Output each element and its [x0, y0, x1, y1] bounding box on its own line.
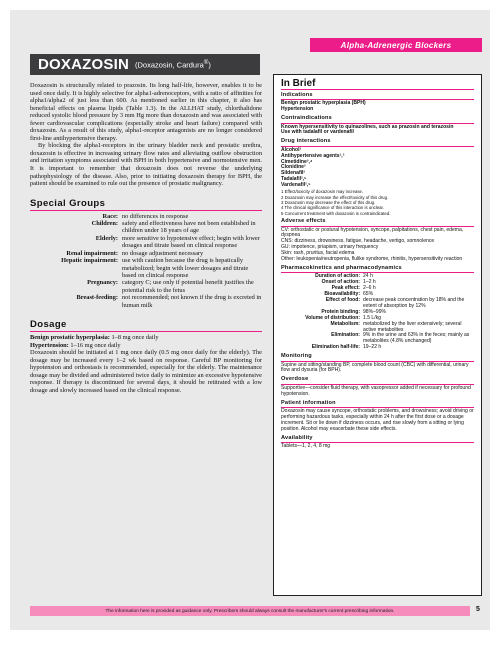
adverse-item: Skin: rash, pruritus, facial edema [281, 250, 355, 257]
section-banner: Alpha-Adrenergic Blockers [310, 38, 482, 52]
interaction-item: Antihypertensive agents¹,² [281, 152, 345, 159]
dosage-bph: Benign prostatic hyperplasia: 1–8 mg once daily [30, 333, 159, 341]
availability-text: Tablets—1, 2, 4, 8 mg [281, 443, 331, 450]
footer-disclaimer: The information here is provided as guidance only. Prescribers should always consult the manufacturer's current prescribing information. [30, 606, 470, 616]
drug-title: DOXAZOSIN [38, 56, 129, 73]
indication-item: Benign prostatic hyperplasia (BPH) [281, 100, 366, 107]
overdose-heading: Overdose [281, 377, 474, 384]
special-group-row: Renal impairment: no dosage adjustment necessary [66, 249, 204, 257]
pk-row: Onset of action: 1–2 h [321, 279, 376, 286]
availability-heading: Availability [281, 436, 474, 443]
pk-row: Effect of food: decrease peak concentration by 18% and the extent of absorption by 12% [325, 297, 465, 309]
interaction-item: Vardenafil²,⁵ [281, 182, 311, 189]
interaction-item: Clonidine² [281, 164, 306, 171]
interaction-item: Alcohol¹ [281, 146, 302, 153]
pk-row: Metabolism: metabolized by the liver extensively; several active metabolites [330, 320, 462, 333]
main-column [30, 82, 262, 394]
intro-paragraph-1: Doxazosin is structurally related to prazosin. Its long half-life, however, enables it to be used once daily. It is highly selective for alpha1-adrenoceptors, with a ratio of affinities for alpha1/alpha2 of just less than 600. As mentioned earlier in this chapter, it also has beneficial effects on plasma lipids (Table 1.3). In the ALLHAT study, chlorthalidone reduced systolic blood pressure by 3 mm Hg more than doxazosin and was associated with fewer cardiovascular complications (especially stroke and heart failure) compared with doxazosin. As a result of this study, alpha1-receptor antagonists are no longer considered first-line antihypertensive therapy. [30, 82, 262, 142]
document-page [10, 10, 490, 630]
interaction-note: 4 The clinical significance of this interaction is unclear. [281, 205, 384, 211]
dosage-heading: Dosage [30, 319, 262, 332]
indication-item: Hypertension [281, 106, 314, 113]
pk-row: Duration of action: 24 h [315, 273, 373, 280]
adverse-item: Other: leukopenia/neutropenia, flulike syndrome, rhinitis, hypersensitivity reaction [281, 256, 463, 263]
monitoring-text: Supine and sitting/standing BP, complete blood count (CBC) with differential, urinary flow and dysuria (for BPH). [281, 361, 469, 374]
contraindication-item: Use with tadalafil or vardenafil [281, 129, 354, 136]
monitoring-heading: Monitoring [281, 354, 474, 361]
special-group-row: Race: no differences in response [102, 212, 189, 220]
pk-row: Peak effect: 2–6 h [331, 285, 376, 292]
special-groups-heading: Special Groups [30, 198, 262, 211]
special-groups-list [30, 213, 262, 309]
interaction-item: Sildenafil² [281, 170, 306, 177]
dosage-hypertension: Hypertension: 1–16 mg once daily [30, 341, 121, 349]
pk-row: Elimination half-life: 19–22 h [311, 344, 382, 351]
patient-info-text: Doxazosin may cause syncope, orthostatic problems, and drowsiness; avoid driving or performing hazardous tasks, especially within 24 h after the first dose or a dosage increment. Sit or lie down if dizziness occurs, and rise slowly from a sitting or lying position. Alcohol may exacerbate these side effects. [281, 408, 474, 432]
pk-row: Volume of distribution: 1.5 L/kg [305, 314, 381, 321]
pk-row: Elimination: 9% in the urine and 63% in the feces; mainly as metabolites (4.8% unchanged) [331, 332, 470, 345]
contraindication-item: Known hypersensitivity to quinazolines, such as prazosin and terazosin [281, 123, 454, 130]
interaction-note: 5 Concurrent treatment with doxazosin is contraindicated. [281, 210, 391, 216]
pk-row: Bioavailability: 65% [324, 291, 374, 298]
patient-info-heading: Patient information [281, 401, 474, 408]
drug-title-bar [30, 54, 260, 75]
interaction-item: Cimetidine³,⁴ [281, 158, 313, 165]
indications-heading: Indications [281, 93, 474, 100]
overdose-text: Supportive—consider fluid therapy, with vasopressor added if necessary for profound hypotension. [281, 384, 471, 397]
interactions-heading: Drug interactions [281, 139, 474, 146]
pk-row: Protein binding: 98%–99% [321, 308, 387, 315]
intro-text [30, 82, 262, 188]
pk-heading: Pharmacokinetics and pharmacodynamics [281, 266, 474, 273]
in-brief-box [273, 74, 482, 596]
contraindications-heading: Contraindications [281, 116, 474, 123]
interaction-note: 2 Doxazosin may increase the effect/toxicity of this drug. [281, 194, 389, 200]
adverse-item: CV: orthostatic or postural hypotension, syncope, palpitations, chest pain, edema, dyspnea [281, 226, 464, 239]
interaction-note: 3 Doxazosin may decrease the effect of this drug. [281, 199, 376, 205]
drug-brands: (Doxazosin, Cardura®) [134, 59, 211, 70]
special-group-row: Hepatic impairment: use with caution because the drug is hepatically metabolized; begin with lower dosages and titrate based on clinical response [61, 257, 249, 279]
special-group-row: Pregnancy: category C; use only if potential benefit justifies the potential risk to the fetus [87, 279, 254, 294]
interaction-item: Tadalafil²,⁵ [281, 176, 307, 183]
special-group-row: Elderly: more sensitive to hypotensive effect; begin with lower dosages and titrate based on clinical response [95, 234, 260, 250]
intro-paragraph-2: By blocking the alpha1-receptors in the urinary bladder neck and prostatic urethra, doxazosin is effective in increasing urinary flow rates and alleviating outflow obstruction and irritation symptoms associated with BPH in both hypertensive and normotensive men. It is important to remember that doxazosin does not reverse the underlying pathophysiology of the disease. Also, prior to initiating doxazosin therapy for BPH, the patient should be examined to rule out the presence of prostatic malignancy. [30, 142, 262, 188]
dosage-text: Doxazosin should be initiated at 1 mg once daily (0.5 mg once daily for the elderly). The dosage may be increased every 1–2 wk based on response. Careful BP monitoring for hypotension and orthostasis is recommended, especially for the elderly. The maintenance dosage may be divided and administered twice daily to minimize an excessive hypotensive response. If therapy is discontinued for several days, it should be retitrated with a low dosage and slowly increased based on the clinical response. [30, 349, 262, 394]
special-group-row: Children: safety and effectiveness have not been established in children under 18 years of age [91, 220, 256, 235]
adverse-item: GU: impotence, priapism, urinary frequency [281, 244, 379, 251]
adverse-heading: Adverse effects [281, 219, 474, 226]
adverse-item: CNS: dizziness, drowsiness, fatigue, headache, vertigo, somnolence [281, 238, 435, 245]
in-brief-title: In Brief [281, 81, 474, 90]
special-group-row: Breast-feeding: not recommended; not known if the drug is excreted in human milk [76, 294, 262, 309]
interaction-note: 1 Effect/toxicity of doxazosin may increase. [281, 189, 364, 195]
page-number: 5 [476, 606, 480, 613]
